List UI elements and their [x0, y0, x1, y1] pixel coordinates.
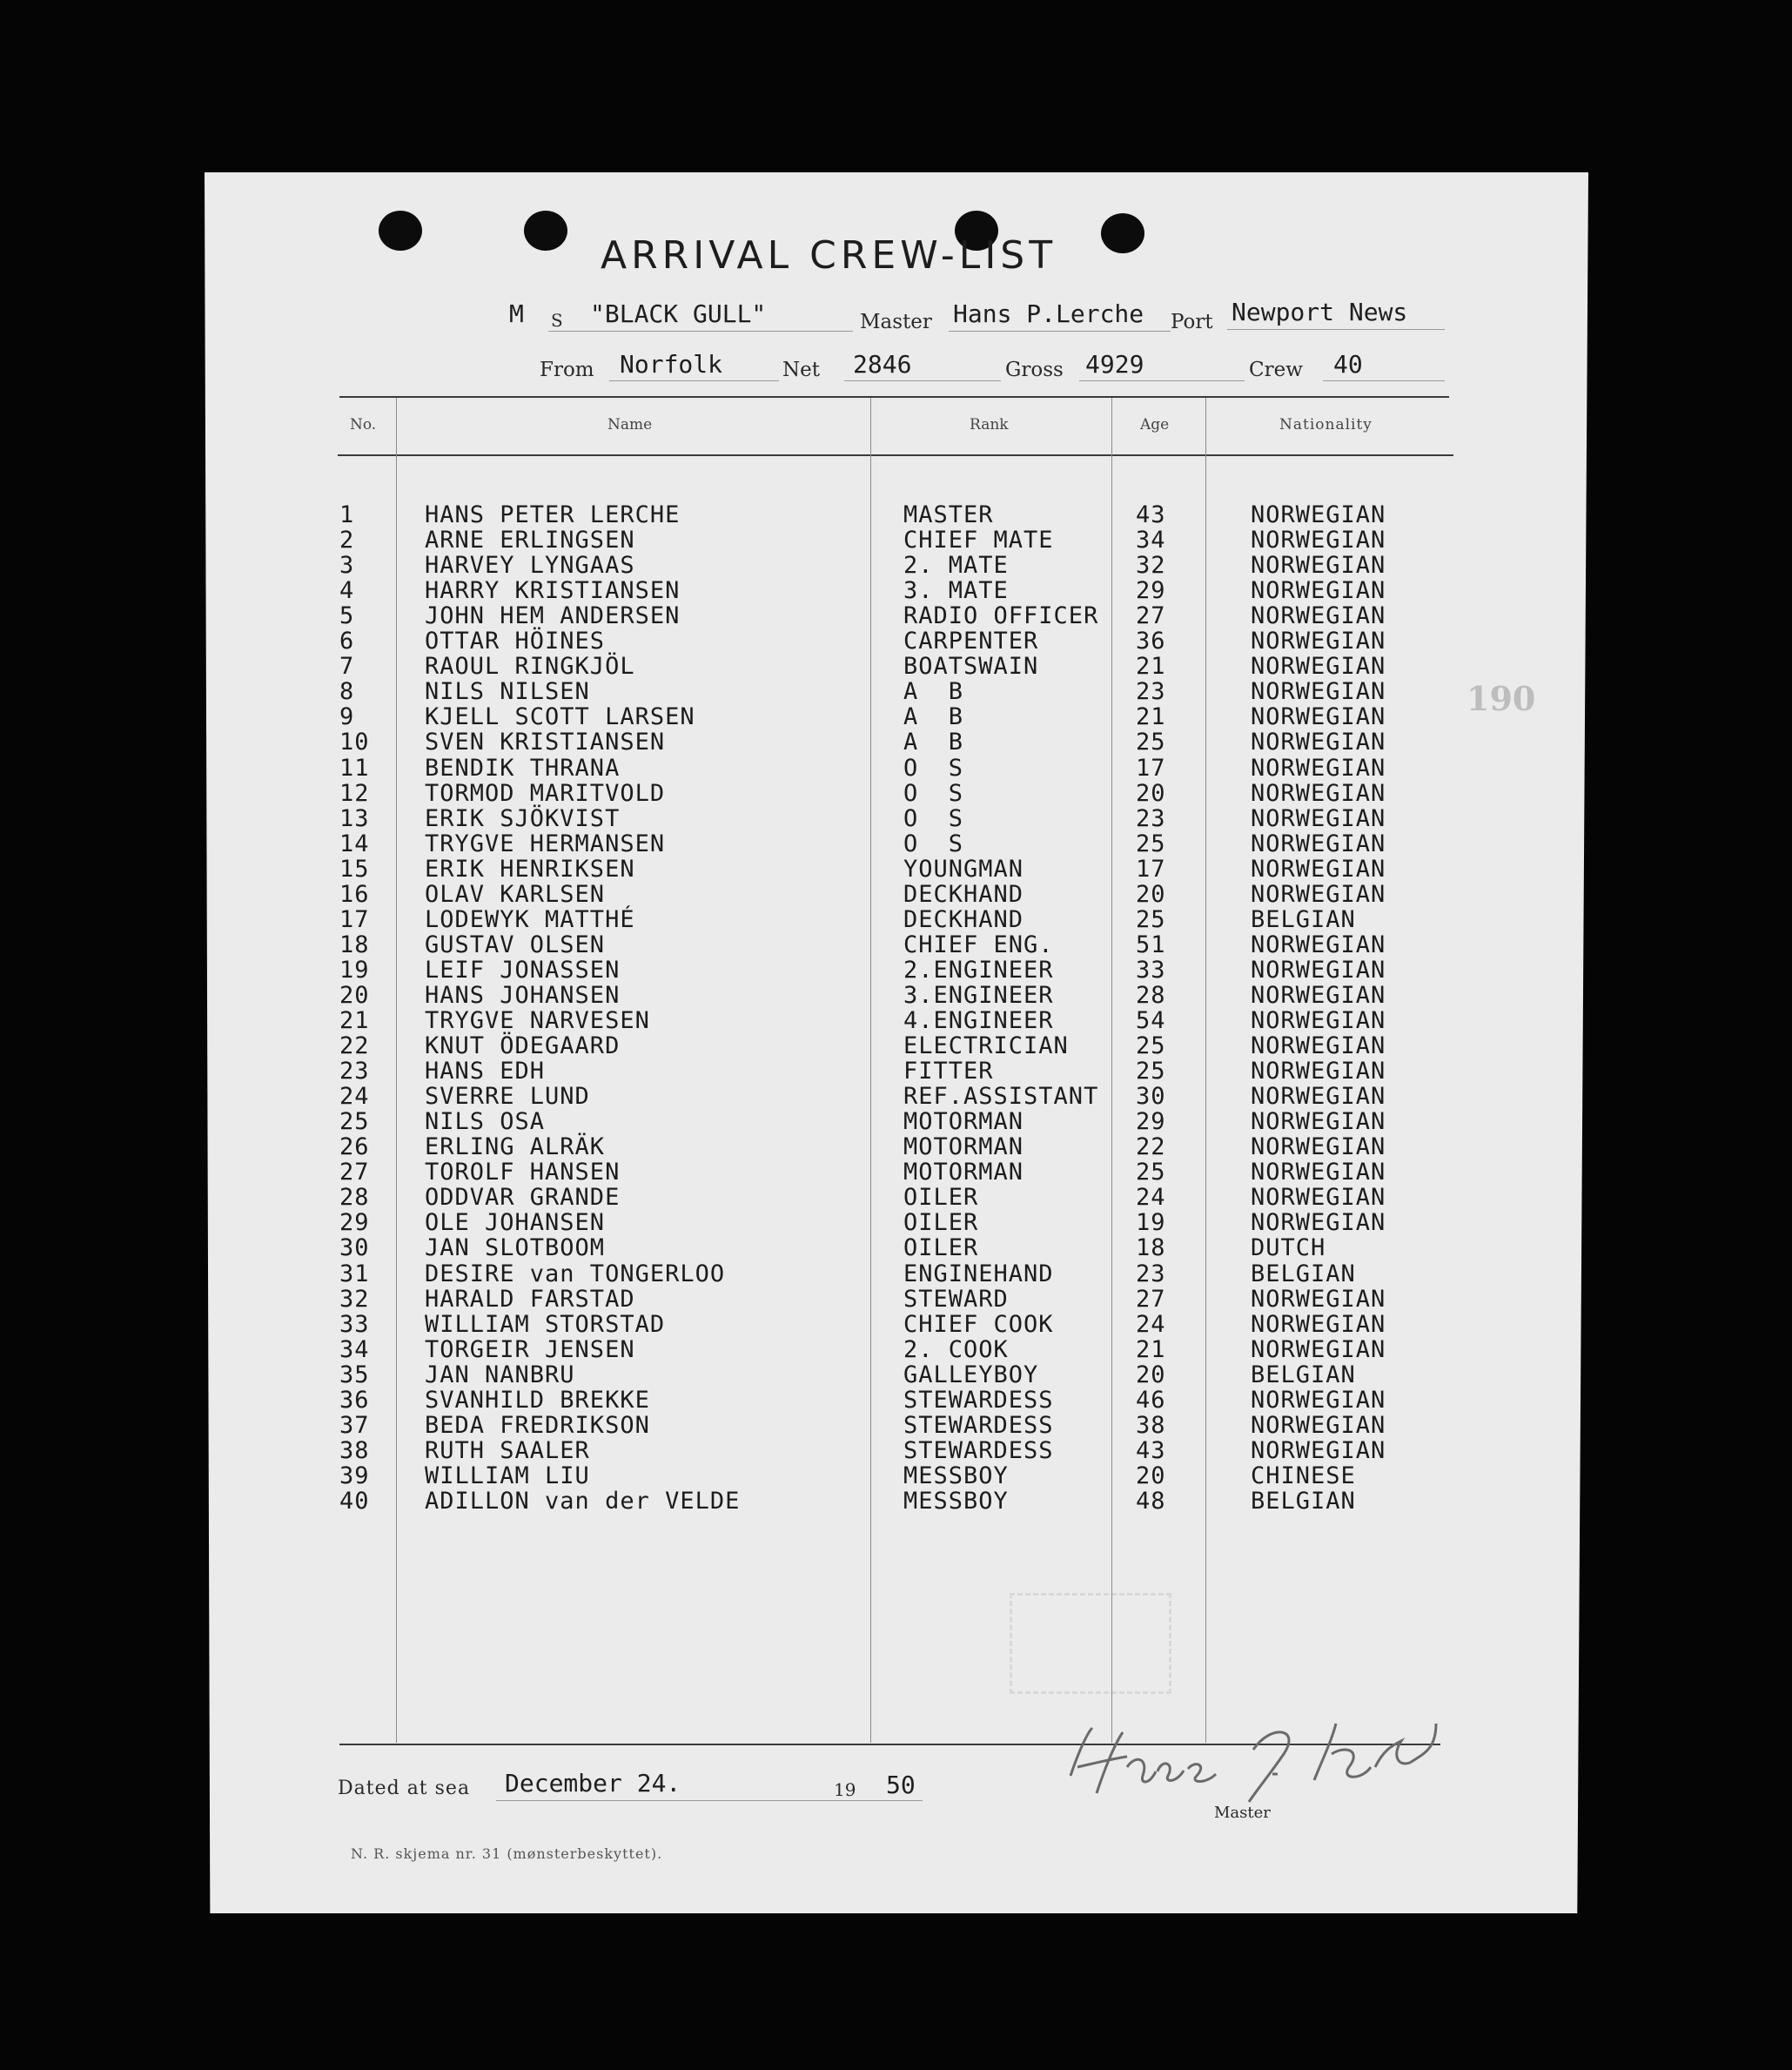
crew-age: 46: [1136, 1386, 1166, 1414]
crew-nationality: NORWEGIAN: [1251, 1159, 1386, 1186]
crew-name: LEIF JONASSEN: [425, 956, 621, 984]
vessel-name: "BLACK GULL": [590, 299, 767, 328]
crew-rank: ELECTRICIAN: [903, 1032, 1069, 1060]
form-note: N. R. skjema nr. 31 (mønsterbeskyttet).: [351, 1845, 663, 1862]
crew-age: 28: [1136, 981, 1166, 1009]
crew-rank: MOTORMAN: [903, 1108, 1024, 1136]
crew-nationality: NORWEGIAN: [1251, 1184, 1386, 1212]
crew-name: GUSTAV OLSEN: [425, 931, 606, 958]
crew-rank: ENGINEHAND: [903, 1260, 1054, 1287]
port-label: Port: [1171, 311, 1213, 333]
punch-hole: [379, 211, 422, 251]
crew-age: 48: [1136, 1487, 1166, 1515]
crew-age: 20: [1136, 779, 1166, 807]
crew-label: Crew: [1249, 359, 1303, 381]
table-row: [0, 1488, 1792, 1513]
crew-age: 43: [1136, 501, 1166, 528]
crew-name: NILS OSA: [425, 1108, 546, 1136]
underline: [496, 1800, 923, 1801]
crew-nationality: DUTCH: [1251, 1234, 1326, 1262]
crew-nationality: NORWEGIAN: [1251, 1007, 1386, 1034]
crew-age: 25: [1136, 1159, 1166, 1186]
table-row: [0, 856, 1792, 881]
crew-name: HARALD FARSTAD: [425, 1285, 635, 1313]
crew-rank: CHIEF COOK: [903, 1310, 1054, 1338]
table-header-rule: [338, 454, 1453, 456]
crew-number: 1: [339, 501, 355, 528]
crew-age: 22: [1136, 1133, 1166, 1161]
crew-name: NILS NILSEN: [425, 678, 590, 706]
crew-nationality: NORWEGIAN: [1251, 1058, 1386, 1085]
crew-age: 24: [1136, 1310, 1166, 1338]
crew-name: OLAV KARLSEN: [425, 880, 606, 908]
master-label: Master: [860, 311, 932, 333]
crew-rank: OILER: [903, 1209, 979, 1237]
crew-rank: O S: [903, 830, 964, 857]
crew-age: 34: [1136, 527, 1166, 554]
crew-number: 26: [339, 1133, 370, 1161]
crew-nationality: NORWEGIAN: [1251, 577, 1386, 605]
document-title: ARRIVAL CREW-LIST: [601, 233, 1057, 278]
crew-age: 24: [1136, 1184, 1166, 1212]
master-signature: [1044, 1715, 1532, 1811]
crew-age: 25: [1136, 830, 1166, 857]
crew-number: 30: [339, 1234, 370, 1262]
crew-age: 27: [1136, 1285, 1166, 1313]
crew-number: 39: [339, 1462, 370, 1489]
crew-nationality: NORWEGIAN: [1251, 1386, 1386, 1414]
table-row: [0, 1133, 1792, 1159]
crew-age: 21: [1136, 703, 1166, 731]
crew-number: 2: [339, 527, 355, 554]
crew-nationality: NORWEGIAN: [1251, 804, 1386, 832]
crew-rank: O S: [903, 804, 964, 832]
crew-nationality: NORWEGIAN: [1251, 1285, 1386, 1313]
crew-number: 12: [339, 779, 370, 807]
crew-number: 7: [339, 653, 355, 681]
crew-age: 23: [1136, 804, 1166, 832]
ms-prefix: M: [509, 299, 524, 328]
table-row: [0, 1209, 1792, 1237]
table-row: [0, 501, 1792, 527]
crew-age: 29: [1136, 1108, 1166, 1136]
crew-nationality: NORWEGIAN: [1251, 779, 1386, 807]
table-row: [0, 780, 1792, 805]
table-row: [0, 805, 1792, 830]
crew-rank: REF.ASSISTANT: [903, 1083, 1099, 1111]
crew-rank: OILER: [903, 1184, 979, 1212]
crew-rank: A B: [903, 678, 964, 706]
crew-name: HANS JOHANSEN: [425, 981, 621, 1009]
crew-number: 15: [339, 855, 370, 883]
crew-number: 18: [339, 931, 370, 958]
crew-rank: RADIO OFFICER: [903, 602, 1099, 630]
table-row: [0, 1058, 1792, 1083]
crew-age: 51: [1136, 931, 1166, 958]
crew-nationality: NORWEGIAN: [1251, 501, 1386, 528]
crew-age: 25: [1136, 729, 1166, 756]
crew-nationality: NORWEGIAN: [1251, 729, 1386, 756]
table-row: [0, 1387, 1792, 1412]
crew-number: 11: [339, 754, 370, 782]
table-row: [0, 931, 1792, 957]
crew-rank: MESSBOY: [903, 1462, 1009, 1489]
punch-hole: [1101, 213, 1144, 253]
table-row: [0, 957, 1792, 982]
net-tonnage: 2846: [853, 350, 912, 379]
crew-age: 21: [1136, 1335, 1166, 1363]
crew-name: ODDVAR GRANDE: [425, 1184, 621, 1212]
crew-rank: 3.ENGINEER: [903, 981, 1054, 1009]
crew-rank: STEWARDESS: [903, 1386, 1054, 1414]
year-prefix: 19: [834, 1779, 856, 1800]
crew-number: 40: [339, 1487, 370, 1515]
crew-number: 8: [339, 678, 355, 706]
table-row: [0, 1234, 1792, 1260]
crew-rank: MASTER: [903, 501, 994, 528]
crew-age: 25: [1136, 1058, 1166, 1085]
crew-age: 20: [1136, 880, 1166, 908]
table-row: [0, 982, 1792, 1007]
crew-nationality: NORWEGIAN: [1251, 830, 1386, 857]
crew-nationality: BELGIAN: [1251, 1487, 1356, 1515]
crew-nationality: BELGIAN: [1251, 905, 1356, 933]
crew-count: 40: [1333, 350, 1363, 379]
crew-rank: STEWARDESS: [903, 1436, 1054, 1464]
crew-number: 14: [339, 830, 370, 857]
crew-age: 17: [1136, 754, 1166, 782]
crew-name: OTTAR HÖINES: [425, 628, 606, 655]
crew-rank: GALLEYBOY: [903, 1361, 1039, 1388]
crew-nationality: NORWEGIAN: [1251, 653, 1386, 681]
crew-number: 28: [339, 1184, 370, 1212]
crew-rank: 3. MATE: [903, 577, 1009, 605]
crew-number: 10: [339, 729, 370, 756]
crew-number: 36: [339, 1386, 370, 1414]
crew-number: 5: [339, 602, 355, 630]
crew-number: 35: [339, 1361, 370, 1388]
punch-hole: [524, 211, 567, 251]
crew-name: KNUT ÖDEGAARD: [425, 1032, 621, 1060]
crew-age: 29: [1136, 577, 1166, 605]
crew-age: 38: [1136, 1411, 1166, 1439]
crew-nationality: NORWEGIAN: [1251, 678, 1386, 706]
table-top-rule: [339, 396, 1449, 398]
crew-age: 25: [1136, 905, 1166, 933]
underline: [844, 380, 1001, 381]
crew-nationality: NORWEGIAN: [1251, 1209, 1386, 1237]
table-row: [0, 906, 1792, 931]
crew-number: 23: [339, 1058, 370, 1085]
crew-age: 43: [1136, 1436, 1166, 1464]
table-row: [0, 830, 1792, 856]
crew-rank: CHIEF ENG.: [903, 931, 1054, 958]
table-row: [0, 1437, 1792, 1462]
table-row: [0, 1412, 1792, 1437]
master-signature-text: [1088, 1732, 1193, 1749]
crew-age: 25: [1136, 1032, 1166, 1060]
table-row: [0, 1336, 1792, 1361]
table-row: [0, 881, 1792, 906]
crew-age: 21: [1136, 653, 1166, 681]
crew-rank: OILER: [903, 1234, 979, 1262]
table-row: [0, 527, 1792, 552]
gross-label: Gross: [1005, 359, 1064, 381]
crew-name: RAOUL RINGKJÖL: [425, 653, 635, 681]
crew-nationality: NORWEGIAN: [1251, 1133, 1386, 1161]
crew-name: ERIK SJÖKVIST: [425, 804, 621, 832]
crew-number: 25: [339, 1108, 370, 1136]
crew-name: ARNE ERLINGSEN: [425, 527, 635, 554]
crew-rank: 2. MATE: [903, 552, 1009, 580]
crew-name: JAN SLOTBOOM: [425, 1234, 606, 1262]
crew-rank: YOUNGMAN: [903, 855, 1024, 883]
table-row: [0, 1260, 1792, 1286]
crew-rank: CHIEF MATE: [903, 527, 1054, 554]
crew-name: TORMOD MARITVOLD: [425, 779, 666, 807]
table-row: [0, 755, 1792, 780]
crew-nationality: NORWEGIAN: [1251, 1335, 1386, 1363]
crew-rank: STEWARDESS: [903, 1411, 1054, 1439]
crew-rank: A B: [903, 729, 964, 756]
crew-number: 3: [339, 552, 355, 580]
received-stamp: [1010, 1593, 1171, 1694]
crew-rank: A B: [903, 703, 964, 731]
table-row: [0, 1286, 1792, 1311]
crew-name: TOROLF HANSEN: [425, 1159, 621, 1186]
crew-rank: MOTORMAN: [903, 1159, 1024, 1186]
crew-name: KJELL SCOTT LARSEN: [425, 703, 695, 731]
table-row: [0, 628, 1792, 653]
master-name: Hans P.Lerche: [953, 299, 1144, 328]
crew-number: 13: [339, 804, 370, 832]
year-suffix: 50: [886, 1771, 916, 1799]
crew-number: 29: [339, 1209, 370, 1237]
crew-rank: O S: [903, 754, 964, 782]
crew-number: 6: [339, 628, 355, 655]
crew-number: 27: [339, 1159, 370, 1186]
crew-nationality: CHINESE: [1251, 1462, 1356, 1489]
crew-name: TRYGVE HERMANSEN: [425, 830, 666, 857]
underline: [1227, 329, 1445, 330]
crew-number: 19: [339, 956, 370, 984]
crew-name: JOHN HEM ANDERSEN: [425, 602, 681, 630]
crew-nationality: NORWEGIAN: [1251, 1083, 1386, 1111]
crew-nationality: NORWEGIAN: [1251, 1032, 1386, 1060]
gross-tonnage: 4929: [1085, 350, 1144, 379]
table-row: [0, 1361, 1792, 1387]
crew-name: HANS EDH: [425, 1058, 546, 1085]
crew-number: 33: [339, 1310, 370, 1338]
crew-age: 17: [1136, 855, 1166, 883]
crew-rank: DECKHAND: [903, 905, 1024, 933]
crew-nationality: NORWEGIAN: [1251, 754, 1386, 782]
crew-nationality: NORWEGIAN: [1251, 981, 1386, 1009]
crew-nationality: NORWEGIAN: [1251, 1436, 1386, 1464]
table-row: [0, 653, 1792, 681]
ms-suffix: S: [551, 310, 563, 331]
crew-name: SVANHILD BREKKE: [425, 1386, 650, 1414]
underline: [609, 380, 779, 381]
crew-rank: 2. COOK: [903, 1335, 1009, 1363]
crew-number: 32: [339, 1285, 370, 1313]
crew-age: 27: [1136, 602, 1166, 630]
crew-age: 36: [1136, 628, 1166, 655]
crew-name: WILLIAM STORSTAD: [425, 1310, 666, 1338]
crew-name: SVERRE LUND: [425, 1083, 590, 1111]
crew-nationality: BELGIAN: [1251, 1260, 1356, 1287]
crew-number: 16: [339, 880, 370, 908]
crew-nationality: NORWEGIAN: [1251, 1108, 1386, 1136]
from-port: Norfolk: [620, 350, 723, 379]
crew-nationality: NORWEGIAN: [1251, 628, 1386, 655]
crew-number: 21: [339, 1007, 370, 1034]
underline: [548, 331, 853, 332]
crew-rank: DECKHAND: [903, 880, 1024, 908]
crew-name: ERIK HENRIKSEN: [425, 855, 635, 883]
table-row: [0, 1462, 1792, 1488]
crew-name: WILLIAM LIU: [425, 1462, 590, 1489]
col-header-rank: Rank: [970, 416, 1009, 433]
crew-age: 33: [1136, 956, 1166, 984]
crew-nationality: NORWEGIAN: [1251, 1310, 1386, 1338]
crew-number: 34: [339, 1335, 370, 1363]
col-header-no: No.: [350, 416, 377, 433]
crew-number: 24: [339, 1083, 370, 1111]
port-name: Newport News: [1232, 298, 1408, 326]
crew-rank: STEWARD: [903, 1285, 1009, 1313]
crew-number: 9: [339, 703, 355, 731]
crew-age: 32: [1136, 552, 1166, 580]
crew-name: ADILLON van der VELDE: [425, 1487, 741, 1515]
crew-rank: MESSBOY: [903, 1487, 1009, 1515]
table-row: [0, 729, 1792, 754]
margin-page-number: 190: [1466, 679, 1536, 718]
col-header-name: Name: [607, 416, 653, 433]
table-row: [0, 1083, 1792, 1111]
crew-number: 17: [339, 905, 370, 933]
crew-rank: FITTER: [903, 1058, 994, 1085]
crew-name: LODEWYK MATTHÉ: [425, 905, 635, 933]
crew-name: JAN NANBRU: [425, 1361, 575, 1388]
col-header-nationality: Nationality: [1279, 416, 1373, 433]
crew-nationality: NORWEGIAN: [1251, 602, 1386, 630]
crew-rank: 2.ENGINEER: [903, 956, 1054, 984]
crew-rank: BOATSWAIN: [903, 653, 1039, 681]
col-header-age: Age: [1140, 416, 1170, 433]
crew-name: TORGEIR JENSEN: [425, 1335, 635, 1363]
crew-nationality: NORWEGIAN: [1251, 703, 1386, 731]
underline: [1079, 380, 1245, 381]
table-row: [0, 602, 1792, 628]
crew-age: 23: [1136, 678, 1166, 706]
net-label: Net: [782, 359, 820, 381]
table-row: [0, 552, 1792, 580]
crew-nationality: NORWEGIAN: [1251, 1411, 1386, 1439]
crew-age: 20: [1136, 1361, 1166, 1388]
crew-age: 54: [1136, 1007, 1166, 1034]
table-row: [0, 1159, 1792, 1184]
crew-name: BENDIK THRANA: [425, 754, 621, 782]
crew-name: ERLING ALRÄK: [425, 1133, 606, 1161]
crew-number: 38: [339, 1436, 370, 1464]
crew-age: 18: [1136, 1234, 1166, 1262]
table-row: [0, 1007, 1792, 1032]
table-row: [0, 1032, 1792, 1058]
crew-name: HARVEY LYNGAAS: [425, 552, 635, 580]
crew-number: 37: [339, 1411, 370, 1439]
from-label: From: [540, 359, 594, 381]
crew-name: BEDA FREDRIKSON: [425, 1411, 650, 1439]
dated-label: Dated at sea: [338, 1778, 471, 1799]
crew-name: OLE JOHANSEN: [425, 1209, 606, 1237]
crew-number: 20: [339, 981, 370, 1009]
crew-nationality: NORWEGIAN: [1251, 931, 1386, 958]
crew-age: 20: [1136, 1462, 1166, 1489]
crew-nationality: NORWEGIAN: [1251, 855, 1386, 883]
crew-age: 23: [1136, 1260, 1166, 1287]
table-row: [0, 1184, 1792, 1212]
crew-name: HANS PETER LERCHE: [425, 501, 681, 528]
crew-name: TRYGVE NARVESEN: [425, 1007, 650, 1034]
crew-age: 30: [1136, 1083, 1166, 1111]
table-row: [0, 1311, 1792, 1336]
crew-nationality: NORWEGIAN: [1251, 552, 1386, 580]
crew-name: RUTH SAALER: [425, 1436, 590, 1464]
table-row: [0, 577, 1792, 605]
crew-name: DESIRE van TONGERLOO: [425, 1260, 726, 1287]
crew-nationality: NORWEGIAN: [1251, 880, 1386, 908]
underline: [949, 331, 1171, 332]
crew-name: SVEN KRISTIANSEN: [425, 729, 666, 756]
dated-date: December 24.: [505, 1769, 681, 1798]
crew-age: 19: [1136, 1209, 1166, 1237]
crew-rank: CARPENTER: [903, 628, 1039, 655]
signature-label: Master: [1214, 1804, 1271, 1822]
crew-rank: O S: [903, 779, 964, 807]
crew-name: HARRY KRISTIANSEN: [425, 577, 681, 605]
crew-nationality: NORWEGIAN: [1251, 527, 1386, 554]
table-row: [0, 1108, 1792, 1136]
crew-rank: MOTORMAN: [903, 1133, 1024, 1161]
crew-nationality: BELGIAN: [1251, 1361, 1356, 1388]
underline: [1323, 380, 1445, 381]
crew-nationality: NORWEGIAN: [1251, 956, 1386, 984]
crew-rank: 4.ENGINEER: [903, 1007, 1054, 1034]
crew-number: 31: [339, 1260, 370, 1287]
crew-number: 4: [339, 577, 355, 605]
crew-number: 22: [339, 1032, 370, 1060]
